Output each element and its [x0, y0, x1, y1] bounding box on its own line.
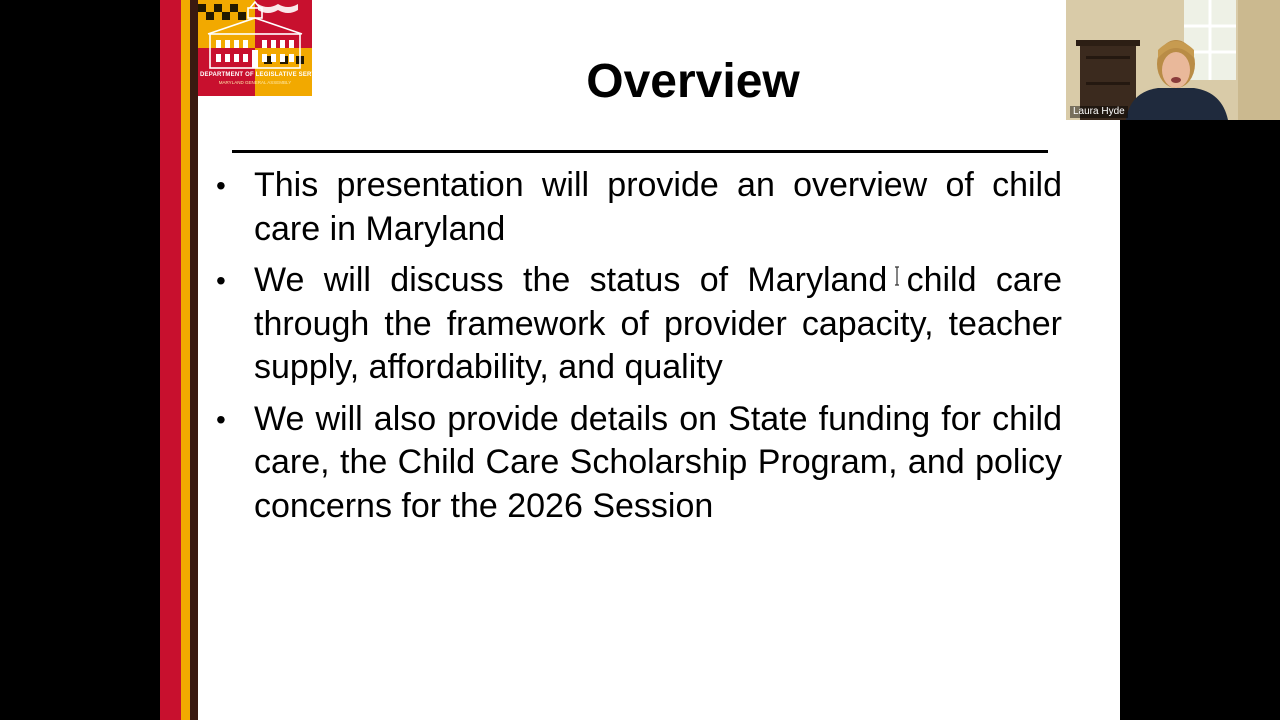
slide-stripe-gold — [181, 0, 190, 720]
bullet-item — [216, 398, 1062, 529]
presentation-slide — [160, 0, 1120, 720]
dls-logo — [198, 0, 331, 96]
bullet-dot-icon: • — [216, 170, 226, 201]
participant-name-label: Laura Hyde — [1070, 106, 1128, 118]
bullet-dot-icon: • — [216, 265, 226, 296]
slide-title: Overview — [586, 55, 800, 108]
logo-sub-text: MARYLAND GENERAL ASSEMBLY — [218, 80, 292, 85]
bullet-text: We will discuss the status of Maryland child care through the framework of provider capacity, teacher supply, affordability, and quality — [254, 261, 1062, 386]
text-cursor-icon — [894, 266, 900, 286]
bullet-text: This presentation will provide an overview of child care in Maryland — [254, 166, 1062, 248]
title-divider — [232, 150, 1048, 153]
bullet-item — [216, 164, 1062, 251]
bullet-text: We will also provide details on State funding for child care, the Child Care Scholarship Program, and policy concerns for the 2026 Session — [254, 399, 1062, 525]
participant-video-tile[interactable] — [1066, 0, 1280, 120]
participant-video-icon — [1066, 0, 1280, 120]
slide-stripe-dark — [190, 0, 198, 720]
bullet-item — [216, 259, 1062, 390]
bullet-dot-icon: • — [216, 403, 226, 435]
slide-stripe-red — [160, 0, 181, 720]
logo-org-text: DEPARTMENT OF LEGISLATIVE SERVICES — [200, 72, 331, 78]
bullet-list — [216, 164, 1062, 536]
